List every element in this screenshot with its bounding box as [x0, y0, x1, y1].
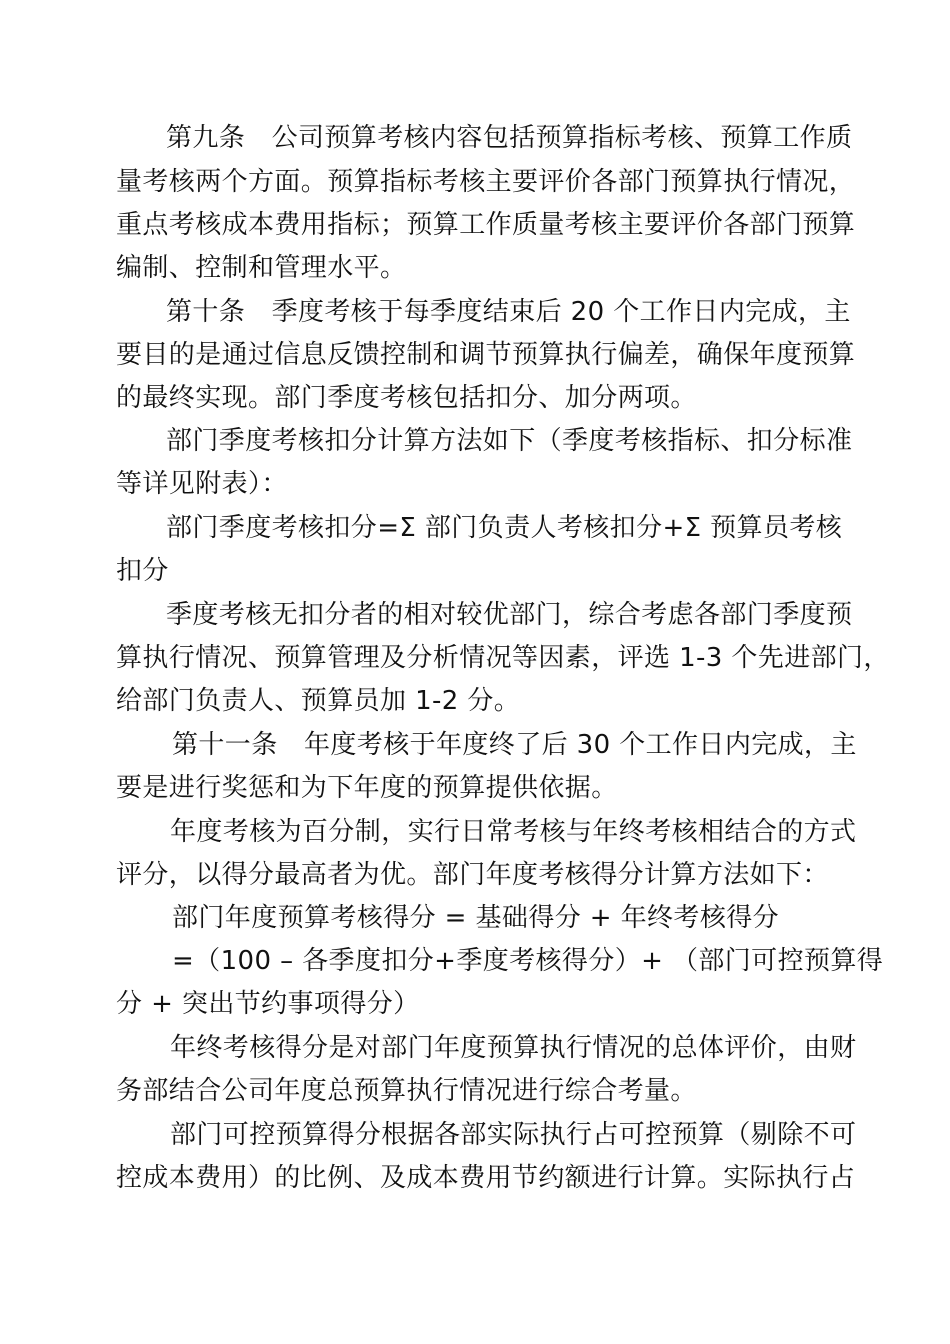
bonus-rule-line-3: 给部门负责人、预算员加 1-2 分。 [116, 686, 521, 716]
deduction-method-line-2: 等详见附表）： [116, 469, 288, 499]
annual-formula-line-2: =（100 – 各季度扣分+季度考核得分）+ （部门可控预算得 [172, 946, 884, 976]
annual-scoring-line-1: 年度考核为百分制，实行日常考核与年终考核相结合的方式 [170, 817, 857, 847]
article-10-line-3: 的最终实现。部门季度考核包括扣分、加分两项。 [116, 383, 697, 413]
deduction-formula-line-1: 部门季度考核扣分=Σ 部门负责人考核扣分+Σ 预算员考核 [166, 513, 843, 543]
annual-formula-line-3: 分 + 突出节约事项得分） [116, 989, 420, 1019]
article-9-line-1: 第九条 公司预算考核内容包括预算指标考核、预算工作质 [166, 123, 853, 153]
annual-scoring-line-2: 评分，以得分最高者为优。部门年度考核得分计算方法如下： [116, 860, 829, 890]
year-end-score-line-2: 务部结合公司年度总预算执行情况进行综合考量。 [116, 1076, 697, 1106]
article-11-line-1: 第十一条 年度考核于年度终了后 30 个工作日内完成，主 [172, 730, 857, 760]
article-10-line-1: 第十条 季度考核于每季度结束后 20 个工作日内完成，主 [166, 297, 851, 327]
article-10-line-2: 要目的是通过信息反馈控制和调节预算执行偏差，确保年度预算 [116, 340, 856, 370]
controllable-budget-line-2: 控成本费用）的比例、及成本费用节约额进行计算。实际执行占 [116, 1163, 856, 1193]
bonus-rule-line-1: 季度考核无扣分者的相对较优部门，综合考虑各部门季度预 [166, 600, 853, 630]
article-9-line-2: 量考核两个方面。预算指标考核主要评价各部门预算执行情况， [116, 167, 856, 197]
bonus-rule-line-2: 算执行情况、预算管理及分析情况等因素，评选 1-3 个先进部门， [116, 643, 890, 673]
article-11-line-2: 要是进行奖惩和为下年度的预算提供依据。 [116, 773, 618, 803]
deduction-formula-line-2: 扣分 [116, 556, 169, 586]
article-9-line-3: 重点考核成本费用指标；预算工作质量考核主要评价各部门预算 [116, 210, 856, 240]
deduction-method-line-1: 部门季度考核扣分计算方法如下（季度考核指标、扣分标准 [166, 426, 853, 456]
annual-formula-line-1: 部门年度预算考核得分 = 基础得分 + 年终考核得分 [172, 903, 780, 933]
article-9-line-4: 编制、控制和管理水平。 [116, 253, 407, 283]
year-end-score-line-1: 年终考核得分是对部门年度预算执行情况的总体评价，由财 [170, 1033, 857, 1063]
controllable-budget-line-1: 部门可控预算得分根据各部实际执行占可控预算（剔除不可 [170, 1120, 857, 1150]
